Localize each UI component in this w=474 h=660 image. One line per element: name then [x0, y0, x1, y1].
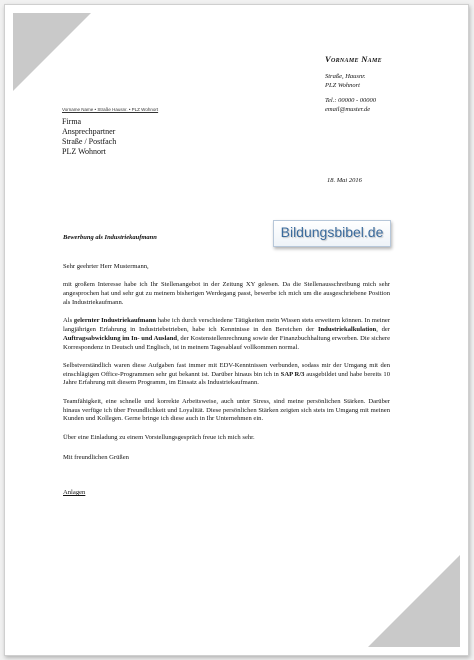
recipient-street: Straße / Postfach	[62, 137, 117, 146]
paragraph-1: mit großem Interesse habe ich Ihr Stellenangebot in der Zeitung XY gelesen. Da die Stellenausschreibung mich sehr angesprochen hat und sehr gut zu meinem bisherigen Werdegang passt, bewerbe ich mich um die ausgeschriebene Position als Industriekaufmann.	[63, 281, 390, 306]
corner-triangle-bottom	[368, 555, 460, 647]
paragraph-5: Über eine Einladung zu einem Vorstellungsgespräch freue ich mich sehr.	[63, 433, 255, 441]
recipient-contact: Ansprechpartner	[62, 127, 116, 136]
recipient-city: PLZ Wohnort	[62, 147, 106, 156]
letter-subject: Bewerbung als Industriekaufmann	[63, 234, 157, 241]
paragraph-3: Selbstverständlich waren diese Aufgaben fast immer mit EDV-Kenntnissen verbunden, sodass mir der Umgang mit den einschlägigen Office-Programmen sehr gut bekannt ist. Darüber hinaus bin ich in SAP R/3 ausgebildet und habe bereits 10 Jahre Erfahrung mit diesem Programm, im Einsatz als Industriekaufmann.	[63, 361, 391, 387]
letter-date: 18. Mai 2016	[327, 177, 362, 184]
sender-phone: Tel.: 00000 - 00000	[325, 97, 377, 104]
letter-body	[63, 263, 390, 508]
recipient-company: Firma	[62, 117, 82, 126]
salutation: Sehr geehrter Herr Mustermann,	[63, 263, 149, 270]
sender-email: email@muster.de	[325, 106, 371, 113]
attachments-label: Anlagen	[63, 489, 86, 497]
paragraph-4: Teamfähigkeit, eine schnelle und korrekte Arbeitsweise, auch unter Stress, sind meine persönlichen Stärken. Darüber hinaus verfüge ich über Freundlichkeit und Loyalität. Diese persönlichen Stärken zeigten sich stets im Umgang mit meinen Kunden und Kollegen. Gerne bringe ich diese auch in Ihr Unternehmen ein.	[63, 397, 390, 423]
recipient-block	[62, 117, 116, 157]
sender-street: Straße, Hausnr.	[325, 73, 366, 80]
watermark-badge: Bildungsbibel.de	[273, 220, 391, 247]
sender-city: PLZ Wohnort	[325, 82, 360, 89]
sender-block	[325, 55, 382, 114]
closing: Mit freundlichen Grüßen	[63, 454, 129, 462]
paragraph-2: Als gelernter Industriekaufmann habe ich durch verschiedene Tätigkeiten mein Wissen stets erweitern können. In meiner langjährigen Erfahrung in Industriebetrieben, habe ich Kenntnisse in den Bereichen der Industriekalkulation, der Auftragsabwicklung im In- und Ausland, der Kostenstellenrechnung sowie der Finanzbuchhaltung erworben. Die sichere Korrespondenz in Deutsch und Englisch, ist in meinem Tagesablauf vollkommen normal.	[63, 317, 391, 351]
letter-page	[4, 4, 469, 656]
sender-name: Vorname Name	[325, 54, 382, 64]
corner-triangle-top	[13, 13, 91, 91]
sender-address-line: Vorname Name • Straße Hausnr. • PLZ Wohnort	[62, 107, 159, 112]
